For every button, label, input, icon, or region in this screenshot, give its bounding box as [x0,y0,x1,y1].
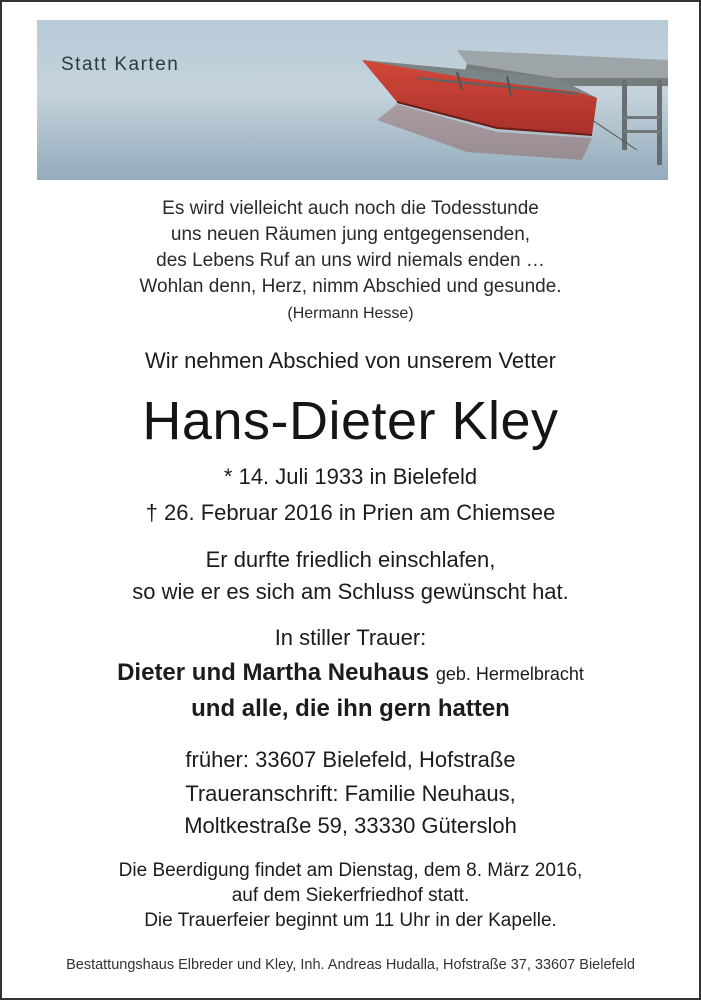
header-label: Statt Karten [61,54,180,75]
boat-photo [37,20,668,180]
contact-address-line1: Traueranschrift: Familie Neuhaus, [185,781,516,806]
former-address: früher: 33607 Bielefeld, Hofstraße [185,747,516,772]
funeral-home-footer: Bestattungshaus Elbreder und Kley, Inh. Andreas Hudalla, Hofstraße 37, 33607 Bielefeld [66,957,635,973]
mourners-name-text: Dieter und Martha Neuhaus [117,659,430,686]
birth-date: * 14. Juli 1933 in Bielefeld [223,464,478,489]
poem-line: Wohlan denn, Herz, nimm Abschied und gesunde. [139,276,562,297]
contact-address-line2: Moltkestraße 59, 33330 Gütersloh [184,813,517,838]
poem-attribution: (Hermann Hesse) [287,305,414,322]
poem-line: Es wird vielleicht auch noch die Todesstunde [162,198,539,219]
poem-line: uns neuen Räumen jung entgegensenden, [170,224,531,245]
mourning-heading: In stiller Trauer: [274,625,427,650]
funeral-info-line: Die Beerdigung findet am Dienstag, dem 8. März 2016, [118,860,583,881]
quote-line: Er durfte friedlich einschlafen, [205,547,496,572]
deceased-name: Hans-Dieter Kley [142,391,559,451]
funeral-info-line: Die Trauerfeier beginnt um 11 Uhr in der Kapelle. [144,910,557,931]
quote-line: so wie er es sich am Schluss gewünscht hat. [132,579,569,604]
poem-line: des Lebens Ruf an uns wird niemals enden … [156,250,545,271]
intro-text: Wir nehmen Abschied von unserem Vetter [145,348,556,373]
death-date: † 26. Februar 2016 in Prien am Chiemsee [145,500,556,525]
maiden-name: geb. Hermelbracht [435,664,584,684]
mourners-names [2,659,699,687]
funeral-info-line: auf dem Siekerfriedhof statt. [231,885,470,906]
header-banner [37,20,668,180]
other-mourners: und alle, die ihn gern hatten [191,695,510,722]
